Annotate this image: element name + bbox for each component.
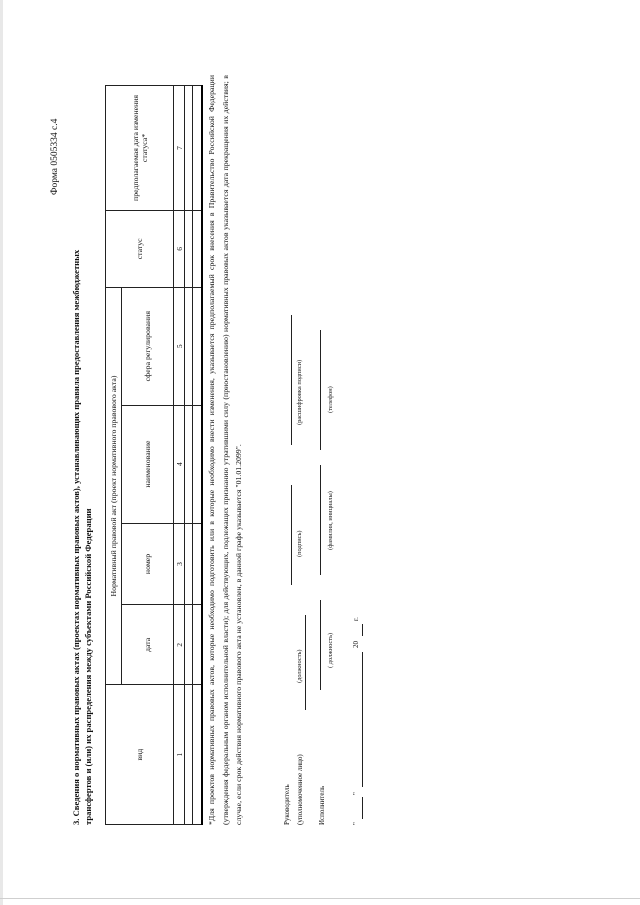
column-number: 4 <box>174 405 185 523</box>
head-sublabel: (уполномоченное лицо) <box>296 754 304 825</box>
column-number-row <box>174 86 185 825</box>
header-cell-number: номер <box>122 523 174 605</box>
table-row <box>193 86 202 825</box>
head-label: Руководитель <box>283 784 291 825</box>
table-cell[interactable] <box>185 86 193 211</box>
header-cell-name: наименование <box>122 405 174 523</box>
executor-phone-line[interactable] <box>320 330 321 450</box>
executor-position-line[interactable] <box>320 600 321 690</box>
group-header-cell: Нормативный правовой акт (проект нормативного правового акта) <box>106 287 122 684</box>
header-cell-status-change-date: предполагаемая дата изменения статуса* <box>106 86 174 211</box>
table-cell[interactable] <box>185 605 193 685</box>
head-position-caption: (должность) <box>296 649 303 683</box>
executor-label: Исполнитель <box>318 785 326 825</box>
table-cell[interactable] <box>193 287 202 405</box>
header-cell-type: вид <box>106 685 174 825</box>
date-day-line[interactable] <box>362 797 363 819</box>
column-number: 6 <box>174 210 185 287</box>
section-title-line-1: 3. Сведения о нормативных правовых актах (проектах нормативных правовых актов), устанавливающих правила предоставления межбюджетных <box>71 249 81 825</box>
column-number: 3 <box>174 523 185 605</box>
executor-name-caption: (фамилия, инициалы) <box>327 491 334 550</box>
column-number: 7 <box>174 86 185 211</box>
table-cell[interactable] <box>193 405 202 523</box>
executor-name-line[interactable] <box>320 465 321 575</box>
header-cell-regulation-sphere: сфера регулирования <box>122 287 174 405</box>
table-cell[interactable] <box>193 86 202 211</box>
head-signature-line[interactable] <box>291 485 292 585</box>
table-row <box>185 86 193 825</box>
date-quote-close: " <box>352 792 360 795</box>
table-cell[interactable] <box>185 685 193 825</box>
date-year-suffix: г. <box>352 617 360 621</box>
table-cell[interactable] <box>193 685 202 825</box>
table-cell[interactable] <box>193 605 202 685</box>
form-code: Форма 0505334 с.4 <box>50 118 60 195</box>
table-cell[interactable] <box>193 210 202 287</box>
section-title-line-2: трансфертов и (или) их распределения между субъектами Российской Федерации <box>83 508 93 825</box>
executor-position-caption: ( должность) <box>327 632 334 668</box>
column-number: 5 <box>174 287 185 405</box>
head-decoding-line[interactable] <box>291 315 292 445</box>
head-position-line[interactable] <box>305 615 306 710</box>
table-cell[interactable] <box>185 210 193 287</box>
section-title <box>70 75 94 825</box>
column-number: 1 <box>174 685 185 825</box>
table-cell[interactable] <box>185 287 193 405</box>
date-year-line[interactable] <box>362 624 363 636</box>
header-cell-status: статус <box>106 210 174 287</box>
column-number: 2 <box>174 605 185 685</box>
table-cell[interactable] <box>185 523 193 605</box>
date-month-line[interactable] <box>362 652 363 787</box>
table-group-header-row <box>106 86 122 825</box>
head-signature-caption: (подпись) <box>296 530 303 557</box>
footnote: *Для проектов нормативных правовых актов, которые необходимо подготовить или в которые необходимо внести изменения, указывается предполагаемый срок внесения в Правительство Российской Федерации (утверждения федеральным органом исполнительной власти); для действующих, подлежащих признанию утратившими силу (приостановлению) нормативных правовых актов указывается дата прекращения их действия; в случае, если срок действия нормативного правового акта не установлен, в данной графе указывается "01.01.2099". <box>207 75 244 825</box>
table-cell[interactable] <box>185 405 193 523</box>
table-cell[interactable] <box>193 523 202 605</box>
executor-phone-caption: (телефон) <box>327 386 334 413</box>
date-quote-open: " <box>352 822 360 825</box>
normative-acts-table <box>105 85 203 825</box>
header-cell-date: дата <box>122 605 174 685</box>
date-year-prefix: 20 <box>352 641 360 648</box>
head-decoding-caption: (расшифровка подписи) <box>296 359 303 425</box>
